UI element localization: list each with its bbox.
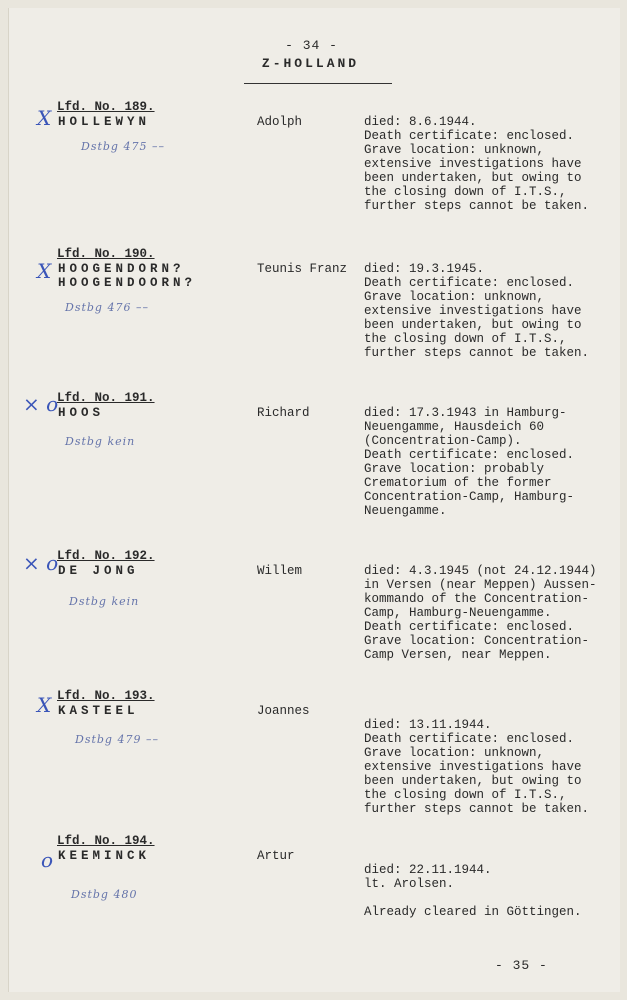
handwritten-note: Dstbg kein xyxy=(69,595,140,608)
handwritten-check-mark: X xyxy=(37,106,52,130)
handwritten-note: Dstbg 475 –– xyxy=(81,140,165,153)
surname: KEEMINCK xyxy=(58,849,151,863)
surname: HOOGENDORN? HOOGENDOORN? xyxy=(58,262,197,290)
given-name: Willem xyxy=(257,564,303,578)
document-page xyxy=(8,8,620,992)
entry-details: died: 8.6.1944. Death certificate: enclosed. Grave location: unknown, extensive investigations have been undertaken, but owing to the closing down of I.T.S., further steps cannot be taken. xyxy=(364,115,590,213)
entry-details: died: 19.3.1945. Death certificate: enclosed. Grave location: unknown, extensive investigations have been undertaken, but owing to the closing down of I.T.S., further steps cannot be taken. xyxy=(364,262,590,360)
entry-number: Lfd. No. 192. xyxy=(57,549,155,563)
page-header xyxy=(9,38,620,72)
given-name: Teunis Franz xyxy=(257,262,348,276)
handwritten-check-mark: × o xyxy=(23,551,59,575)
entry-details: died: 13.11.1944. Death certificate: enclosed. Grave location: unknown, extensive investigations have been undertaken, but owing to the closing down of I.T.S., further steps cannot be taken. xyxy=(364,718,590,816)
entry-number: Lfd. No. 194. xyxy=(57,834,155,848)
surname: KASTEEL xyxy=(58,704,139,718)
page-number: - 34 - xyxy=(285,38,338,53)
handwritten-note: Dstbg 479 –– xyxy=(75,733,159,746)
given-name: Artur xyxy=(257,849,295,863)
entry-details: died: 4.3.1945 (not 24.12.1944) in Versen (near Meppen) Aussen- kommando of the Concentration- Camp, Hamburg-Neuengamme. Death certificate: enclosed. Grave location: Concentration- Camp Versen, near Meppen. xyxy=(364,564,597,662)
entry-details: died: 17.3.1943 in Hamburg- Neuengamme, Hausdeich 60 (Concentration-Camp). Death certificate: enclosed. Grave location: probably Crematorium of the former Concentration-Camp, Hamburg- Neuengamme. xyxy=(364,406,575,518)
handwritten-check-mark: X xyxy=(37,693,52,717)
handwritten-note: Dstbg 476 –– xyxy=(65,301,149,314)
given-name: Richard xyxy=(257,406,310,420)
handwritten-note: Dstbg 480 xyxy=(71,888,138,901)
given-name: Adolph xyxy=(257,115,303,129)
region-underline xyxy=(244,83,392,84)
surname: DE JONG xyxy=(58,564,139,578)
handwritten-note: Dstbg kein xyxy=(65,435,136,448)
surname: HOOS xyxy=(58,406,105,420)
entry-number: Lfd. No. 193. xyxy=(57,689,155,703)
entry-number: Lfd. No. 191. xyxy=(57,391,155,405)
surname: HOLLEWYN xyxy=(58,115,151,129)
handwritten-check-mark: X xyxy=(37,259,52,283)
handwritten-circle-mark: o xyxy=(41,848,54,872)
footer-page-number: - 35 - xyxy=(495,958,548,973)
region-title: Z-HOLLAND xyxy=(261,56,360,71)
given-name: Joannes xyxy=(257,704,310,718)
entry-details: died: 22.11.1944. lt. Arolsen. Already cleared in Göttingen. xyxy=(364,863,582,919)
handwritten-check-mark: × o xyxy=(23,392,59,416)
entry-number: Lfd. No. 190. xyxy=(57,247,155,261)
entry-number: Lfd. No. 189. xyxy=(57,100,155,114)
